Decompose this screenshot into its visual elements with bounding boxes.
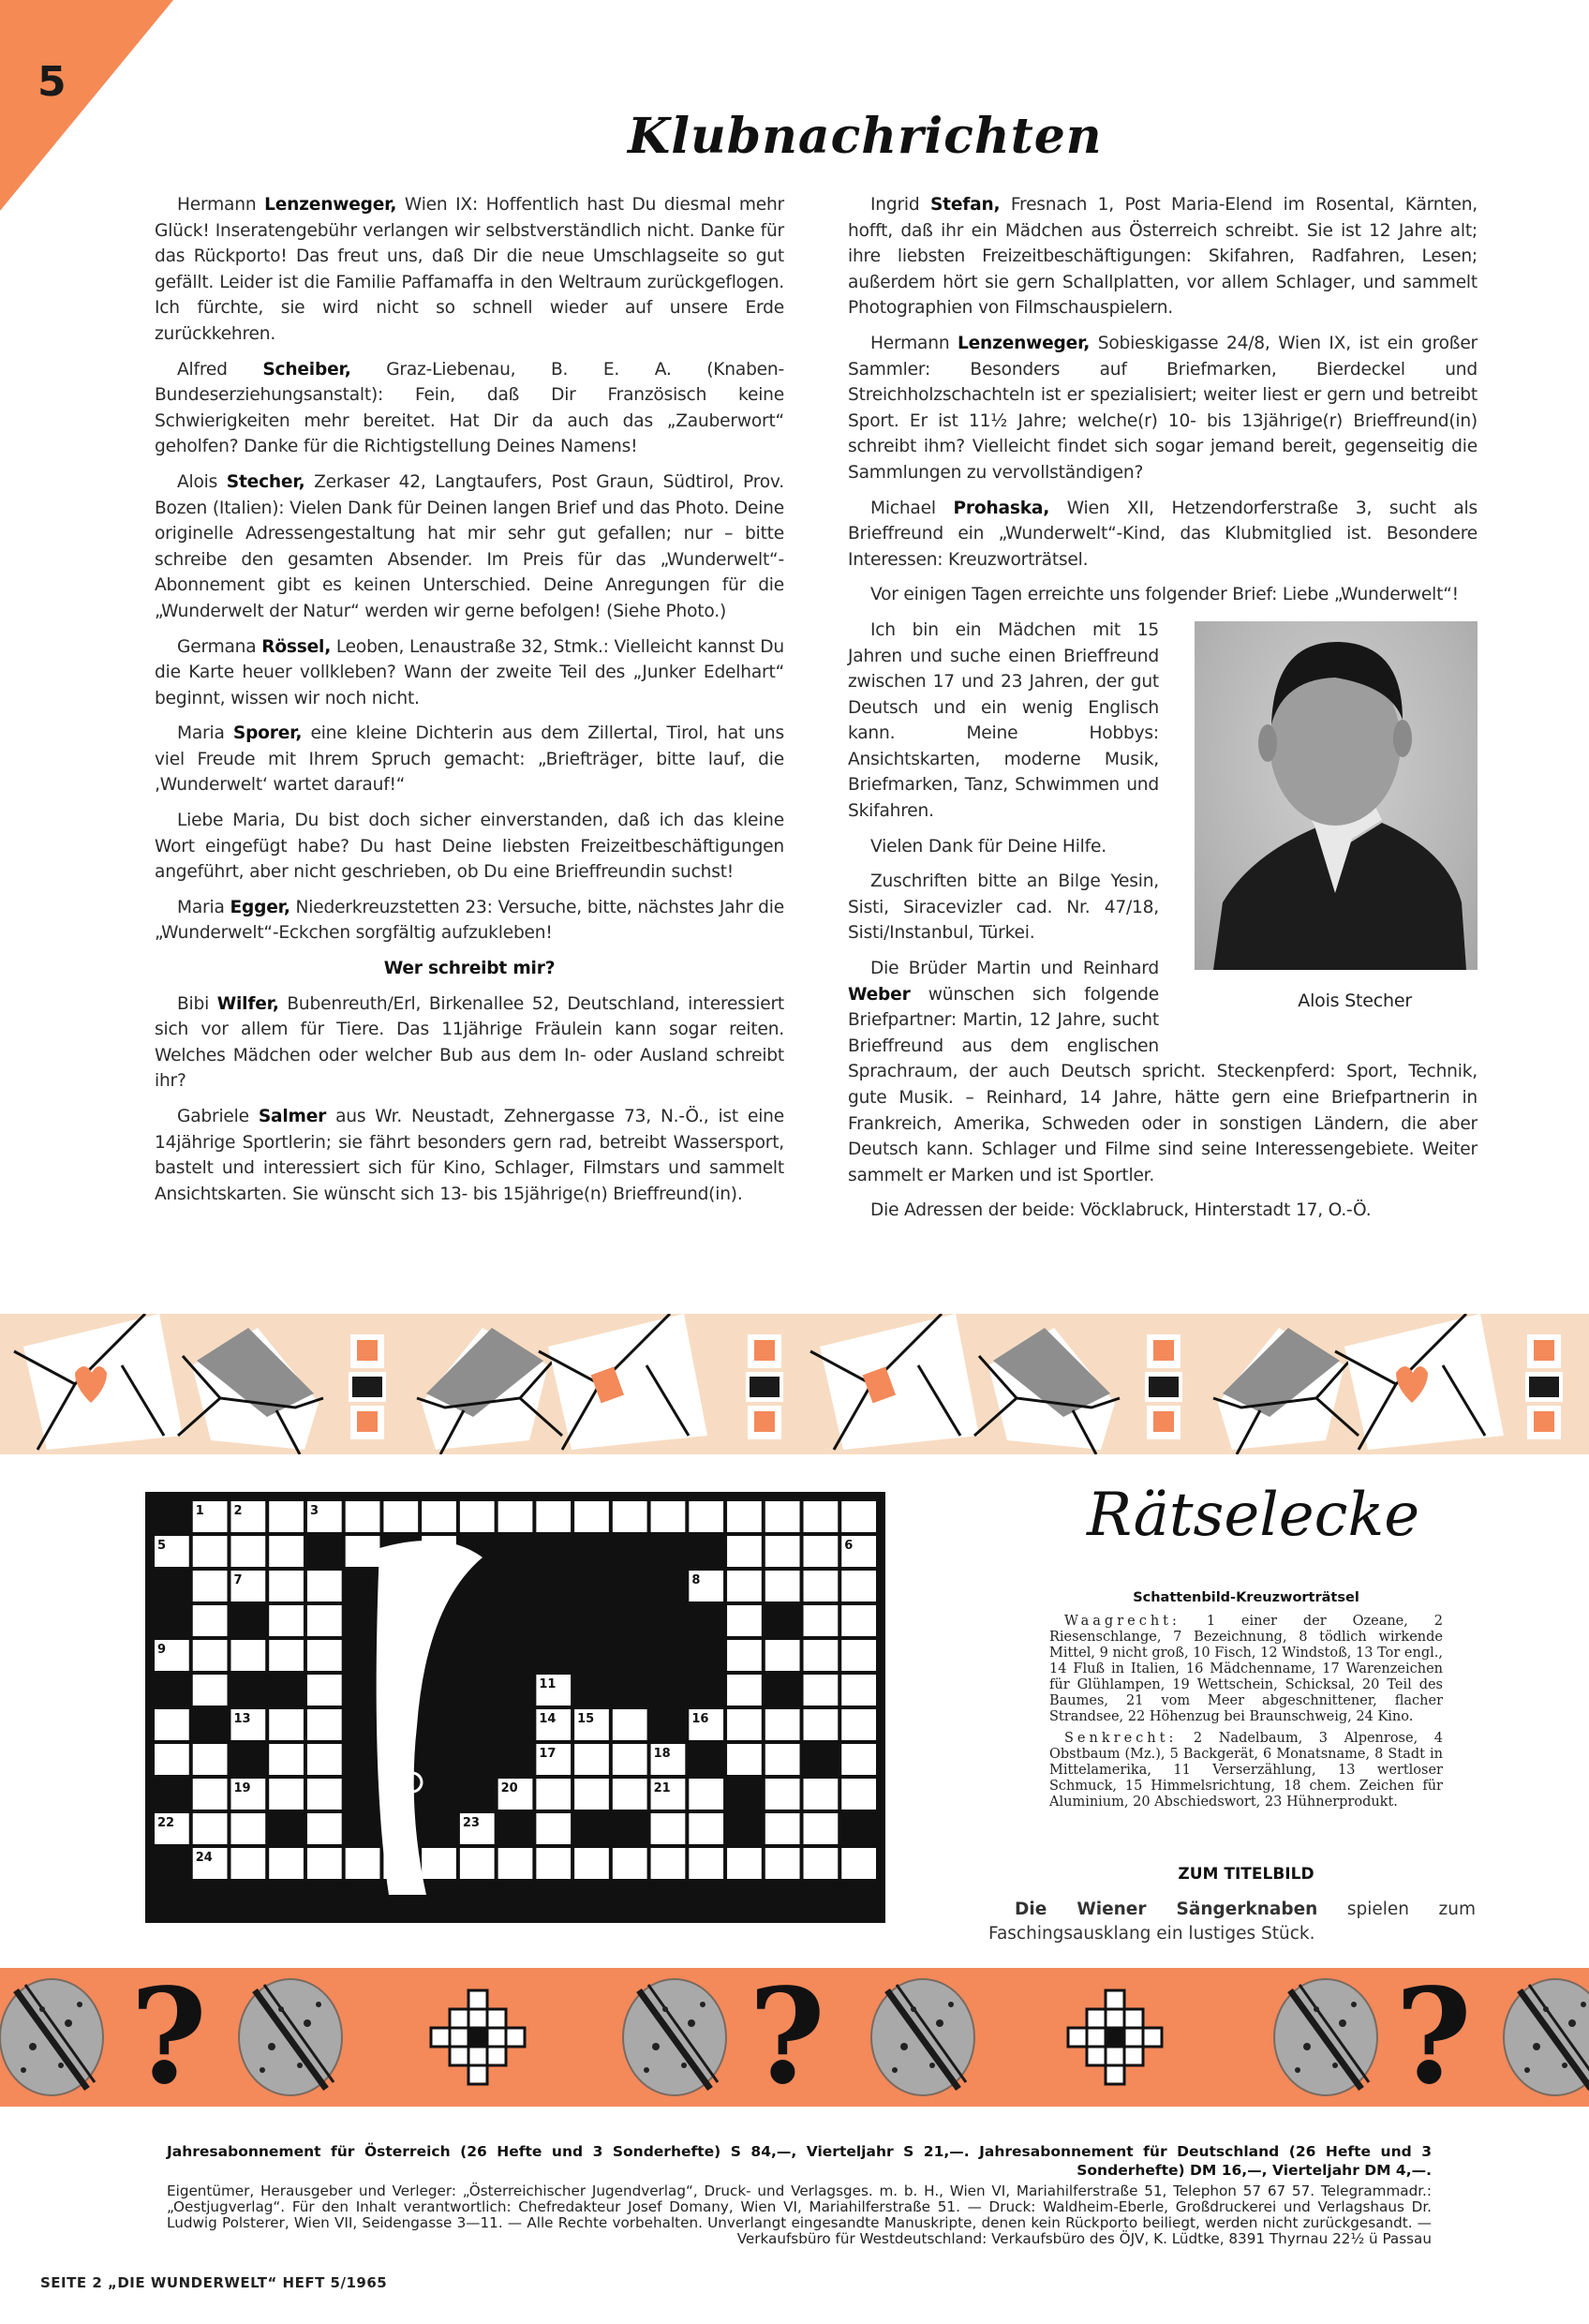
question-mark-icon: ? — [1394, 1968, 1473, 2107]
letter-paragraph: Alois Stecher, Zerkaser 42, Langtaufers, Post Graun, Südtirol, Prov. Bozen (Italien): Vielen Dank für Deinen langen Brief und das Photo. Deine originelle Adressengestaltung hat mir sehr gut gefallen; nur – bitte schreibe den gesamten Absender. Im Preis für das „Wunderwelt“-Abonnement gibt es keinen Unterschied. Deine Anregungen für die „Wunderwelt der Natur“ werden wir gerne befolgen! (Siehe Photo.) — [155, 471, 784, 621]
crossword-cell — [269, 1709, 304, 1740]
left-column — [155, 192, 784, 1216]
crossword-number: 13 — [233, 1712, 251, 1726]
crossword-number: 20 — [500, 1781, 518, 1795]
letter-paragraph: Alfred Scheiber, Graz-Liebenau, B. E. A. (Knaben-Bundeserziehungsanstalt): Fein, daß Dir Französisch keine Schwierigkeiten mehr bereitet. Hat Dir da auch das „Zauberwort“ geholfen? Danke für die Richtigstellung Deines Namens! — [155, 359, 784, 457]
crossword-number: 14 — [539, 1712, 557, 1726]
crossword-cell — [804, 1605, 839, 1636]
member-surname: Sporer, — [232, 723, 303, 744]
crossword-cell — [307, 1709, 342, 1740]
crossword-cell — [841, 1709, 876, 1740]
letter-paragraph: Hermann Lenzenweger, Sobieskigasse 24/8, Wien IX, ist ein großer Sammler: Besonders auf Briefmarken, Bierdeckel und Streichholzschachteln ist er spezialisiert; weiter liest er gern und betreibt Sport. Er ist 11½ Jahre; welche(r) 10- bis 13jährige(r) Brieffreund(in) schreibt ihm? Vielleicht findet sich sogar jemand bereit, gegenseitig die Sammlungen zu vervollständigen? — [848, 333, 1478, 483]
crossword-cell — [841, 1744, 876, 1775]
crossword-cell — [574, 1779, 609, 1810]
envelope-open-icon — [974, 1328, 1120, 1454]
stamp-column-icon — [746, 1334, 783, 1439]
walnut-icon — [1504, 1979, 1589, 2095]
walnut-icon — [0, 1979, 103, 2095]
question-mark-icon: ? — [748, 1968, 826, 2107]
crossword-cell — [536, 1501, 571, 1532]
crossword-cell — [727, 1605, 762, 1636]
letter-paragraph: Ingrid Stefan, Fresnach 1, Post Maria-Elend im Rosental, Kärnten, hofft, daß ihr ein Mädchen aus Österreich schreibt. Sie ist 12 Jahre alt; ihre liebsten Freizeitbeschäftigungen: Skifahren, Radfahren, Lesen; außerdem hört sie gern Schallplatten, vor allem Schlager, und sammelt Photographien von Filmschauspielern. — [848, 195, 1478, 319]
crossword-number: 23 — [462, 1816, 480, 1830]
member-surname: Rössel, — [261, 636, 332, 657]
crossword-number: 11 — [539, 1677, 557, 1691]
crossword-cell — [193, 1571, 228, 1601]
crossword-cell — [307, 1813, 342, 1844]
envelope-closed-icon — [539, 1314, 707, 1450]
imprint: Eigentümer, Herausgeber und Verleger: „Österreichischer Jugendverlag“, Druck- und Verlagsges. m. b. H., Wien VI, Mariahilferstraße 51, Telephon 57 67 57. Telegrammadr.: „Oestjugverlag“. Für den Inhalt verantwortlich: Chefredakteur Josef Domany, Wien VI, Mariahilferstraße 51. — Druck: Waldheim-Eberle, Großdruckerei und Verlagshaus Dr. Ludwig Polsterer, Wien VII, Seidengasse 3—11. — Alle Rechte vorbehalten. Unverlangt eingesandte Manuskripte, denen kein Rückporto beiliegt, werden nicht zurückgesandt. — Verkaufsbüro für Westdeutschland: Verkaufsbüro des ÖJV, K. Lüdtke, 8391 Thyrnau 22½ ü Passau — [167, 2182, 1432, 2247]
letter-paragraph: Liebe Maria, Du bist doch sicher einverstanden, daß ich das kleine Wort eingefügt habe? Du hast Deine liebsten Freizeitbeschäftigungen angeführt, aber nicht geschrieben, ob Du eine Brieffreundin suchst! — [155, 811, 784, 883]
crossword-cell — [651, 1501, 686, 1532]
crossword-cell — [498, 1848, 533, 1879]
crossword-cell — [765, 1744, 800, 1775]
crossword-number: 8 — [691, 1573, 701, 1587]
walnut-icon — [623, 1979, 726, 2095]
crossword-cell — [230, 1536, 265, 1567]
member-surname: Salmer — [258, 1107, 327, 1126]
crossword-cell — [193, 1744, 228, 1775]
crossword-cell — [804, 1813, 839, 1844]
crossword-cell — [155, 1709, 189, 1740]
crossword-cell — [346, 1848, 380, 1879]
letter-paragraph: Bibi Wilfer, Bubenreuth/Erl, Birkenallee 52, Deutschland, interessiert sich vor allem für Tiere. Das 11jährige Fräulein kann sogar reiten. Welches Mädchen oder welcher Bub aus dem In- oder Ausland schreibt ihr? — [155, 993, 784, 1092]
crossword-cell — [613, 1709, 647, 1740]
member-surname: Stefan, — [929, 195, 1001, 215]
crossword-cell — [460, 1501, 495, 1532]
crossword-cell — [841, 1571, 876, 1601]
crossword-cell — [307, 1571, 342, 1601]
right-column — [848, 192, 1478, 1233]
crossword-cell — [346, 1536, 380, 1567]
crossword-cell — [727, 1536, 762, 1567]
clues-down-text: 2 Nadelbaum, 3 Alpenrose, 4 Obstbaum (Mz.), 5 Backgerät, 6 Monatsname, 8 Stadt in Mittelamerika, 11 Verserzählung, 13 wertloser Schmuck, 15 Himmelsrichtung, 18 chem. Zeichen für Aluminium, 20 Abschiedswort, 23 Hühnerprodukt. — [1049, 1731, 1443, 1810]
crossword-grid — [145, 1492, 885, 1923]
letter-paragraph: Die Adressen der beide: Vöcklabruck, Hinterstadt 17, O.-Ö. — [870, 1200, 1372, 1221]
envelope-band-graphic — [0, 1314, 1589, 1454]
crossword-cell — [307, 1640, 342, 1671]
envelope-closed-icon — [1335, 1314, 1504, 1450]
titelbild-bold: Die Wiener Sängerknaben — [1015, 1899, 1318, 1919]
crossword-cell — [804, 1779, 839, 1810]
crossword-cell — [193, 1813, 228, 1844]
crossword-cell — [804, 1501, 839, 1532]
crossword-cell — [727, 1848, 762, 1879]
crossword-number: 17 — [539, 1747, 557, 1761]
clues-down — [1049, 1731, 1443, 1810]
crossword-cell — [422, 1848, 456, 1879]
clues-across-text: 1 einer der Ozeane, 2 Riesenschlange, 7 Bezeichnung, 8 tödlich wirkende Mittel, 9 nicht groß, 10 Fisch, 12 Windstoß, 13 Tor engl., 14 Fluß in Italien, 16 Mädchenname, 17 Warenzeichen für Glühlampen, 19 Wettschein, Schicksal, 20 Teil des Baumes, 21 vom Meer abgeschnittener, flacher Strandsee, 22 Höhenzug bei Braunschweig, 24 Kino. — [1049, 1614, 1443, 1724]
envelope-open-icon — [178, 1328, 323, 1454]
member-surname: Weber — [848, 984, 911, 1005]
crossword-cell — [613, 1501, 647, 1532]
titelbild-heading: ZUM TITELBILD — [1178, 1865, 1314, 1884]
crossword-cell — [574, 1744, 609, 1775]
crossword-cell — [727, 1744, 762, 1775]
crossword-cell — [727, 1640, 762, 1671]
crossword-cell — [230, 1848, 265, 1879]
crossword-cell — [765, 1501, 800, 1532]
crossword-cell — [269, 1605, 304, 1636]
crossword-cell — [193, 1536, 228, 1567]
crossword-number: 24 — [195, 1851, 213, 1865]
crossword-number: 16 — [691, 1712, 709, 1726]
crossword-number: 21 — [653, 1781, 671, 1795]
crossword-cell — [841, 1605, 876, 1636]
crossword-cell — [230, 1640, 265, 1671]
crossword-cell — [269, 1848, 304, 1879]
mini-crossword-icon — [1068, 1990, 1162, 2084]
crossword-cell — [841, 1779, 876, 1810]
crossword-number: 19 — [233, 1781, 251, 1795]
crossword-cell — [841, 1848, 876, 1879]
crossword-cell — [498, 1501, 533, 1532]
crossword-cell — [193, 1675, 228, 1706]
crossword-cell — [307, 1675, 342, 1706]
crossword-cell — [193, 1605, 228, 1636]
letter-paragraph: Germana Rössel, Leoben, Lenaustraße 32, Stmk.: Vielleicht kannst Du die Karte heuer vollkleben? Wann der zweite Teil des „Junker Edelhart“ beginnt, wissen wir noch nicht. — [155, 636, 784, 708]
crossword-cell — [536, 1779, 571, 1810]
crossword-cell — [269, 1779, 304, 1810]
titelbild-rest: spielen zum Faschingsausklang ein lustiges Stück. — [988, 1899, 1477, 1944]
crossword-cell — [804, 1536, 839, 1567]
crossword-cell — [307, 1779, 342, 1810]
member-surname: Prohaska, — [953, 498, 1050, 518]
raetsel-subtitle: Schattenbild-Kreuzworträtsel — [1133, 1590, 1359, 1605]
letter-paragraph: Maria Sporer, eine kleine Dichterin aus dem Zillertal, Tirol, hat uns viel Freude mit Ihrem Spruch gemacht: „Briefträger, bitte lauf, die ‚Wunderwelt‘ wartet darauf!“ — [155, 723, 784, 796]
crossword-cell — [346, 1501, 380, 1532]
crossword-cell — [193, 1779, 228, 1810]
walnut-icon — [1274, 1979, 1377, 2095]
stamp-column-icon — [349, 1334, 386, 1439]
letter-paragraph: Vielen Dank für Deine Hilfe. — [870, 836, 1106, 857]
crossword-cell — [804, 1848, 839, 1879]
crossword-cell — [651, 1813, 686, 1844]
crossword-cell — [804, 1675, 839, 1706]
crossword-cell — [307, 1605, 342, 1636]
crossword-cell — [269, 1744, 304, 1775]
subheading-wer-schreibt: Wer schreibt mir? — [383, 959, 556, 979]
letter-paragraph: Michael Prohaska, Wien XII, Hetzendorferstraße 3, sucht als Brieffreund ein „Wunderwelt“-Kind, das Klubmitglied ist. Besondere Interessen: Kreuzworträtsel. — [848, 498, 1478, 570]
crossword-number: 2 — [233, 1504, 243, 1518]
envelope-closed-icon — [14, 1314, 183, 1450]
crossword-cell — [269, 1640, 304, 1671]
crossword-cell — [804, 1709, 839, 1740]
crossword-cell — [574, 1848, 609, 1879]
crossword-number: 7 — [233, 1573, 243, 1587]
crossword-cell — [727, 1675, 762, 1706]
crossword-cell — [155, 1744, 189, 1775]
crossword-cell — [613, 1848, 647, 1879]
crossword-cell — [727, 1709, 762, 1740]
letter-paragraph: Hermann Lenzenweger, Wien IX: Hoffentlich hast Du diesmal mehr Glück! Inseratengebühr verlangen wir selbstverständlich nicht. Danke für das Rückporto! Das freut uns, daß Dir die neue Umschlagseite so gut gefällt. Leider ist die Familie Paffamaffa in den Weltraum zurückgeflogen. Ich fürchte, sie wird nicht so schnell wieder auf unsere Erde zurückkehren. — [155, 195, 785, 344]
crossword-cell — [765, 1536, 800, 1567]
page-footer: SEITE 2 „DIE WUNDERWELT“ HEFT 5/1965 — [40, 2274, 388, 2291]
crossword-cell — [765, 1709, 800, 1740]
crossword-cell — [574, 1501, 609, 1532]
mini-crossword-icon — [431, 1990, 525, 2084]
crossword-cell — [765, 1779, 800, 1810]
letter-paragraph: Zuschriften bitte an Bilge Yesin, Sisti, Siracevizler cad. Nr. 47/18, Sisti/Instanbul, Türkei. — [848, 872, 1159, 944]
crossword-cell — [765, 1640, 800, 1671]
raetsel-title: Rätselecke — [1087, 1481, 1420, 1550]
crossword-cell — [307, 1848, 342, 1879]
envelope-decor-band — [0, 1314, 1589, 1454]
walnut-icon — [871, 1979, 974, 2095]
page-section-number: 5 — [37, 58, 67, 106]
member-surname: Egger, — [230, 897, 290, 917]
envelope-open-icon — [1213, 1328, 1359, 1454]
member-surname: Stecher, — [226, 471, 305, 492]
photo-figure — [1178, 621, 1478, 1041]
crossword-cell — [689, 1779, 723, 1810]
crossword-cell — [536, 1813, 571, 1844]
crossword-cell — [269, 1571, 304, 1601]
titelbild-text — [988, 1898, 1476, 1946]
crossword-number: 5 — [157, 1539, 167, 1553]
letter-paragraph: Maria Egger, Niederkreuzstetten 23: Versuche, bitte, nächstes Jahr die „Wunderwelt“-Eckchen sorgfältig aufzukleben! — [155, 897, 784, 944]
crossword-number: 22 — [157, 1816, 175, 1830]
member-surname: Wilfer, — [216, 993, 279, 1014]
crossword-cell — [765, 1848, 800, 1879]
crossword-cell — [613, 1779, 647, 1810]
crossword-svg — [145, 1492, 885, 1923]
crossword-number: 15 — [577, 1712, 595, 1726]
member-surname: Scheiber, — [262, 359, 351, 380]
crossword-cell — [193, 1640, 228, 1671]
crossword-cell — [841, 1501, 876, 1532]
stamp-column-icon — [1145, 1334, 1182, 1439]
crossword-cell — [727, 1571, 762, 1601]
crossword-cell — [230, 1813, 265, 1844]
section-title: Klubnachrichten — [628, 108, 1103, 165]
walnut-icon — [239, 1979, 342, 2095]
portrait-photo — [1195, 621, 1478, 970]
crossword-number: 1 — [195, 1504, 204, 1518]
letter-paragraph: Vor einigen Tagen erreichte uns folgender Brief: Liebe „Wunderwelt“! — [870, 585, 1459, 605]
question-mark-icon: ? — [129, 1968, 208, 2107]
crossword-cell — [613, 1744, 647, 1775]
letter-paragraph: Gabriele Salmer aus Wr. Neustadt, Zehnergasse 73, N.-Ö., ist eine 14jährige Sportlerin; sie fährt besonders gern rad, betreibt Wassersport, bastelt und interessiert sich für Kino, Schlager, Filmstars und sammelt Ansichtskarten. Sie wünscht sich 13- bis 15jährige(n) Brieffreund(in). — [155, 1107, 784, 1204]
crossword-number: 18 — [653, 1747, 671, 1761]
crossword-clues — [1049, 1614, 1443, 1816]
subscription-info: Jahresabonnement für Österreich (26 Hefte und 3 Sonderhefte) S 84,—, Vierteljahr S 21,—. Jahresabonnement für Deutschland (26 Hefte und 3 Sonderhefte) DM 16,—, Vierteljahr DM 4,—. — [167, 2143, 1432, 2179]
photo-caption: Alois Stecher — [1298, 990, 1412, 1011]
crossword-number: 3 — [309, 1504, 319, 1518]
member-surname: Lenzenweger, — [958, 333, 1091, 353]
crossword-cell — [651, 1848, 686, 1879]
crossword-cell — [383, 1501, 418, 1532]
clues-across — [1049, 1614, 1443, 1725]
crossword-cell — [841, 1675, 876, 1706]
question-band-graphic — [0, 1968, 1589, 2107]
crossword-cell — [536, 1848, 571, 1879]
page-corner-marker — [0, 0, 173, 211]
crossword-cell — [804, 1640, 839, 1671]
letter-paragraph: Die Brüder Martin und Reinhard Weber wünschen sich folgende Briefpartner: Martin, 12 Jahre, sucht Brieffreund aus dem englischen Sprachraum, der auch Deutsch spricht. Steckenpferd: Sport, Technik, gute Musik. – Reinhard, 14 Jahre, hätte gern eine Briefpartnerin in Frankreich, Amerika, Schweden oder in sonstigen Ländern, die aber Deutsch kann. Schlager und Filme sind seine Interessengebiete. Weiter sammelt er Marken und ist Sportler. — [848, 959, 1478, 1185]
crossword-cell — [422, 1501, 456, 1532]
envelope-open-icon — [417, 1328, 562, 1454]
crossword-cell — [689, 1501, 723, 1532]
crossword-cell — [689, 1813, 723, 1844]
stamp-column-icon — [1525, 1334, 1563, 1439]
letter-paragraph: Ich bin ein Mädchen mit 15 Jahren und suche einen Brieffreund zwischen 17 und 23 Jahren, der gut Deutsch und ein wenig Englisch kann. Meine Hobbys: Ansichtskarten, moderne Musik, Briefmarken, Tanz, Schwimmen und Skifahren. — [848, 619, 1159, 822]
crossword-cell — [727, 1501, 762, 1532]
crossword-cell — [765, 1571, 800, 1601]
crossword-cell — [269, 1536, 304, 1567]
crossword-number: 9 — [157, 1643, 167, 1657]
clues-down-label: Senkrecht: — [1064, 1731, 1178, 1746]
envelope-closed-icon — [810, 1314, 979, 1450]
crossword-cell — [460, 1848, 495, 1879]
crossword-number: 6 — [844, 1539, 854, 1553]
crossword-cell — [765, 1813, 800, 1844]
crossword-cell — [689, 1848, 723, 1879]
crossword-cell — [841, 1640, 876, 1671]
crossword-cell — [804, 1571, 839, 1601]
member-surname: Lenzenweger, — [264, 195, 397, 215]
clues-across-label: Waagrecht: — [1064, 1614, 1181, 1629]
question-decor-band — [0, 1968, 1589, 2107]
crossword-cell — [269, 1501, 304, 1532]
crossword-cell — [307, 1744, 342, 1775]
